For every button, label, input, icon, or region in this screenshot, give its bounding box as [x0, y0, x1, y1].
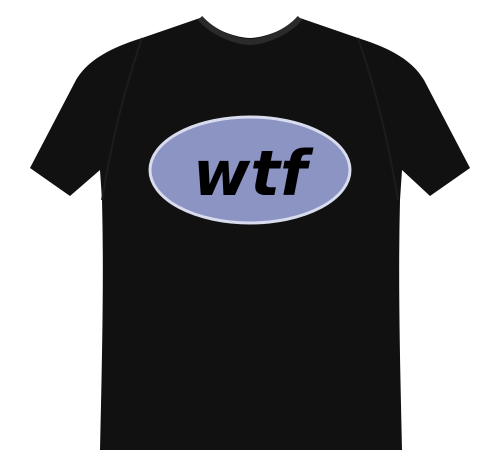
t-shirt-body: [30, 18, 470, 450]
print-graphic: [150, 117, 350, 223]
print-text: wtf: [193, 137, 307, 210]
